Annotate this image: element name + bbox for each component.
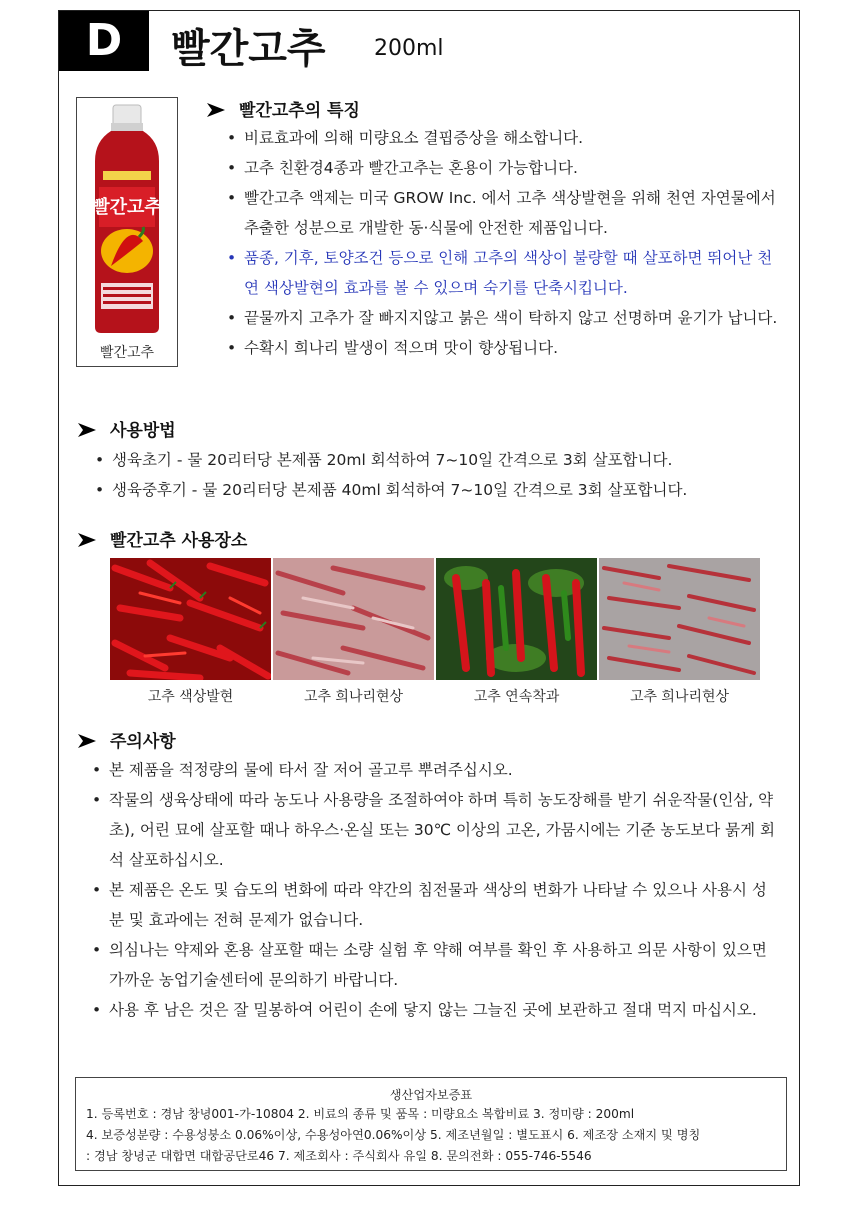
product-title: 빨간고추 (171, 26, 326, 72)
category-badge: D (59, 11, 149, 71)
arrow-bullet-icon (207, 103, 225, 117)
list-item: • 빨간고추 액제는 미국 GROW Inc. 에서 고추 색상발현을 위해 천연 자연물에서 추출한 성분으로 개발한 동·식물에 안전한 제품입니다. (227, 183, 787, 243)
product-volume: 200ml (374, 36, 444, 61)
list-item: • 작물의 생육상태에 따라 농도나 사용량을 조절하여야 하며 특히 농도장해를 받기 쉬운작물(인삼, 약초), 어린 묘에 살포할 때나 하우스·온실 또는 30℃ 이상의 고온, 가뭄시에는 기준 농도보다 묽게 회석 살포하십시오. (92, 785, 780, 875)
svg-text:빨간고추: 빨간고추 (92, 197, 162, 218)
photo-caption-3: 고추 연속착과 (473, 689, 560, 705)
cautions-heading (78, 727, 176, 752)
guarantee-line-3: : 경남 창녕군 대합면 대합공단로46 7. 제조회사 : 주식회사 유일 8. 문의전화 : 055-746-5546 (86, 1149, 592, 1163)
usage-heading (78, 416, 176, 441)
arrow-bullet-icon (78, 734, 96, 748)
places-heading-text: 빨간고추 사용장소 (110, 531, 248, 551)
list-item: • 본 제품은 온도 및 습도의 변화에 따라 약간의 침전물과 색상의 변화가 나타날 수 있으나 사용시 성분 및 효과에는 전혀 문제가 없습니다. (92, 875, 780, 935)
places-heading (78, 526, 247, 551)
photo-hinari-2 (599, 558, 760, 680)
list-item: • 비료효과에 의해 미량요소 결핍증상을 해소합니다. (227, 123, 787, 153)
photo-caption-2: 고추 희나리현상 (303, 689, 404, 705)
list-item: • 생육중후기 - 물 20리터당 본제품 40ml 회석하여 7~10일 간격으로 3회 살포합니다. (95, 475, 795, 505)
photo-caption-4: 고추 희나리현상 (629, 689, 730, 705)
photo-caption-1: 고추 색상발현 (147, 689, 234, 705)
list-item: • 수확시 희나리 발생이 적으며 맛이 향상됩니다. (227, 333, 787, 363)
leaflet-frame (58, 10, 800, 1186)
list-item: • 생육초기 - 물 20리터당 본제품 20ml 회석하여 7~10일 간격으로 3회 살포합니다. (95, 445, 795, 475)
photo-row (110, 558, 760, 683)
usage-heading-text: 사용방법 (110, 421, 176, 441)
photo-hinari-1 (273, 558, 434, 680)
guarantee-title: 생산업자보증표 (389, 1088, 473, 1102)
usage-list (95, 445, 795, 505)
photo-color-development (110, 558, 271, 680)
list-item: • 고추 친환경4종과 빨간고추는 혼용이 가능합니다. (227, 153, 787, 183)
arrow-bullet-icon (78, 533, 96, 547)
cautions-list (92, 755, 780, 1025)
photo-continuous-fruiting (436, 558, 597, 680)
header (59, 11, 799, 71)
list-item: • 끝물까지 고추가 잘 빠지지않고 붉은 색이 탁하지 않고 선명하며 윤기가 납니다. (227, 303, 787, 333)
list-item: • 품종, 기후, 토양조건 등으로 인해 고추의 색상이 불량할 때 살포하면 뛰어난 천연 색상발현의 효과를 볼 수 있으며 숙기를 단축시킵니다. (227, 243, 787, 303)
product-image-box (76, 97, 178, 367)
product-image-caption: 빨간고추 (99, 345, 155, 361)
features-heading-text: 빨간고추의 특징 (239, 101, 360, 121)
list-item: • 의심나는 약제와 혼용 살포할 때는 소량 실험 후 약해 여부를 확인 후 사용하고 의문 사항이 있으면 가까운 농업기술센터에 문의하기 바랍니다. (92, 935, 780, 995)
bottle-image (81, 101, 173, 335)
drying-peppers-photo (599, 558, 760, 680)
features-heading (207, 96, 360, 121)
peppers-on-plant-photo (436, 558, 597, 680)
red-peppers-photo (110, 558, 271, 680)
list-item: • 본 제품을 적정량의 물에 타서 잘 저어 골고루 뿌려주십시오. (92, 755, 780, 785)
list-item: • 사용 후 남은 것은 잘 밀봉하여 어린이 손에 닿지 않는 그늘진 곳에 보관하고 절대 먹지 마십시오. (92, 995, 780, 1025)
producer-guarantee-box (75, 1077, 787, 1171)
guarantee-line-2: 4. 보증성분량 : 수용성붕소 0.06%이상, 수용성아연0.06%이상 5. 제조년월일 : 별도표시 6. 제조장 소재지 및 명칭 (86, 1128, 701, 1142)
arrow-bullet-icon (78, 423, 96, 437)
features-list (227, 123, 787, 363)
dried-peppers-photo (273, 558, 434, 680)
cautions-heading-text: 주의사항 (110, 732, 176, 752)
guarantee-line-1: 1. 등록번호 : 경남 창녕001-가-10804 2. 비료의 종류 및 품목 : 미량요소 복합비료 3. 정미량 : 200ml (86, 1107, 635, 1121)
